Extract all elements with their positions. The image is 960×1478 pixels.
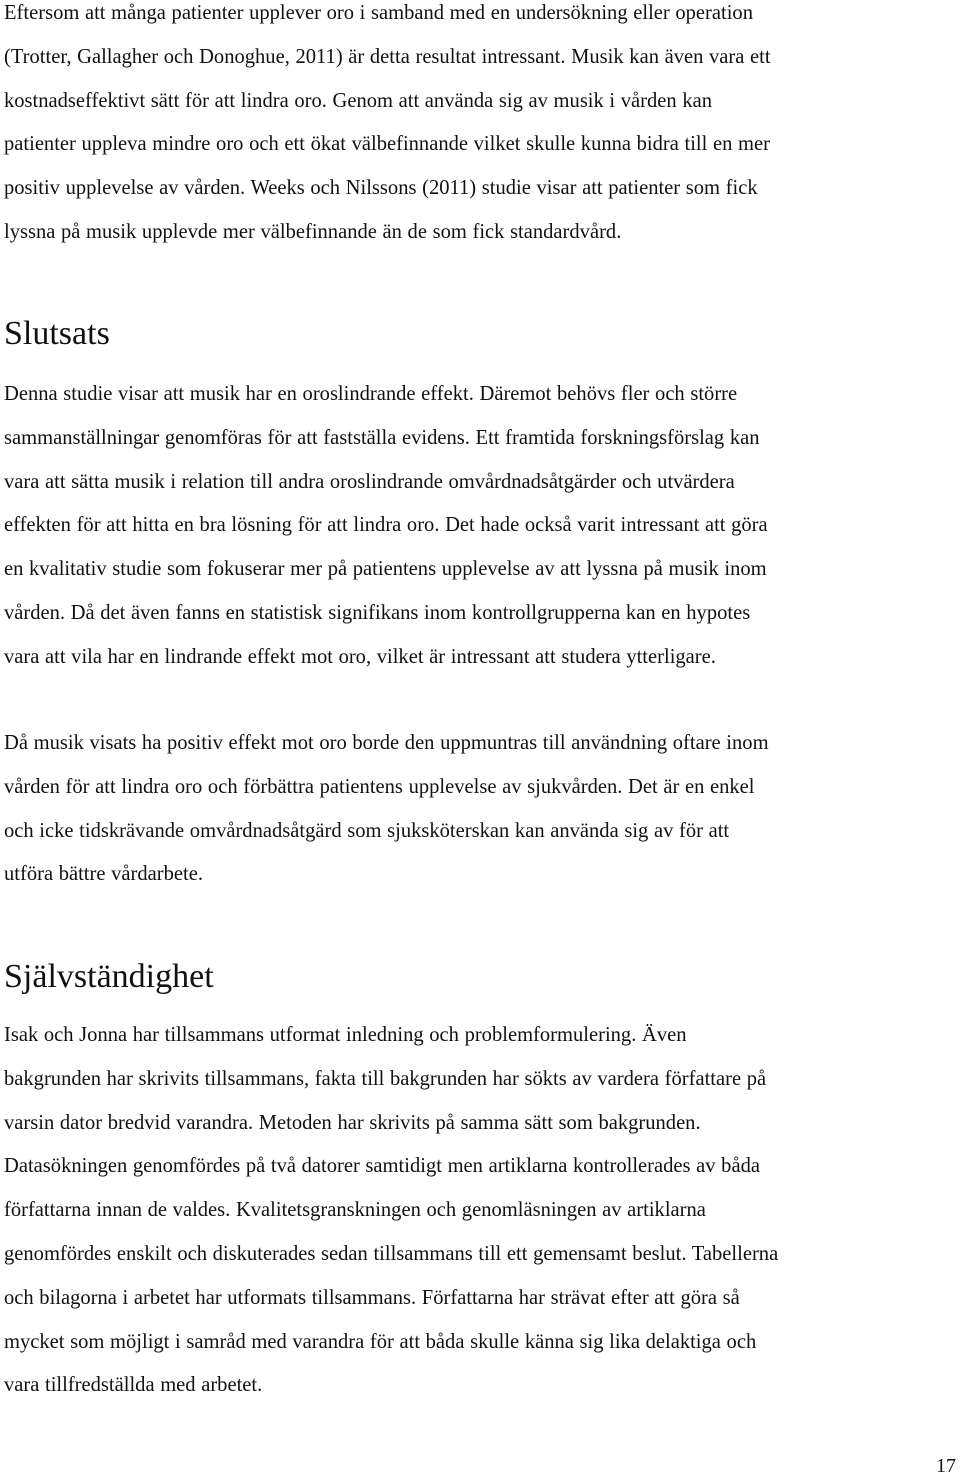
text-line: genomfördes enskilt och diskuterades sedan tillsammans till ett gemensamt beslut. Tabellerna — [4, 1242, 779, 1265]
text-line: Denna studie visar att musik har en oroslindrande effekt. Däremot behövs fler och större — [4, 383, 738, 405]
text-line: Då musik visats ha positiv effekt mot oro borde den uppmuntras till användning oftare inom — [4, 732, 769, 754]
slutsats-heading: Slutsats — [4, 315, 110, 352]
text-line: kostnadseffektivt sätt för att lindra oro. Genom att använda sig av musik i vården kan — [4, 89, 713, 112]
sjalvstandighet-heading: Självständighet — [4, 958, 214, 995]
text-line: vara tillfredställda med arbetet. — [4, 1374, 263, 1397]
text-line: vara att sätta musik i relation till andra oroslindrande omvårdnadsåtgärder och utvärdera — [4, 470, 735, 493]
page-number: 17 — [936, 1455, 956, 1477]
text-line: sammanställningar genomföras för att fastställa evidens. Ett framtida forskningsförslag kan — [4, 426, 760, 449]
text-line: vården för att lindra oro och förbättra patientens upplevelse av sjukvården. Det är en enkel — [4, 775, 755, 798]
text-line: Isak och Jonna har tillsammans utformat inledning och problemformulering. Även — [4, 1024, 687, 1046]
text-line: Eftersom att många patienter upplever oro i samband med en undersökning eller operation — [4, 2, 754, 24]
sjalvstandighet-paragraph — [4, 1014, 956, 1408]
text-line: vården. Då det även fanns en statistisk signifikans inom kontrollgrupperna kan en hypotes — [4, 601, 751, 624]
text-line: patienter uppleva mindre oro och ett ökat välbefinnande vilket skulle kunna bidra till en mer — [4, 133, 770, 156]
text-line: positiv upplevelse av vården. Weeks och Nilssons (2011) studie visar att patienter som fick — [4, 177, 758, 200]
text-line: lyssna på musik upplevde mer välbefinnande än de som fick standardvård. — [4, 220, 622, 243]
intro-paragraph — [4, 0, 956, 255]
text-line: författarna innan de valdes. Kvalitetsgranskningen och genomläsningen av artiklarna — [4, 1199, 706, 1222]
text-line: vara att vila har en lindrande effekt mot oro, vilket är intressant att studera ytterligare. — [4, 645, 716, 668]
text-line: utföra bättre vårdarbete. — [4, 863, 203, 886]
text-line: en kvalitativ studie som fokuserar mer på patientens upplevelse av att lyssna på musik inom — [4, 558, 767, 581]
text-line: mycket som möjligt i samråd med varandra för att båda skulle känna sig lika delaktiga och — [4, 1330, 757, 1353]
text-line: och icke tidskrävande omvårdnadsåtgärd som sjuksköterskan kan använda sig av för att — [4, 819, 730, 842]
text-line: varsin dator bredvid varandra. Metoden har skrivits på samma sätt som bakgrunden. — [4, 1111, 701, 1134]
text-line: och bilagorna i arbetet har utformats tillsammans. Författarna har strävat efter att göra så — [4, 1286, 740, 1309]
text-line: effekten för att hitta en bra lösning för att lindra oro. Det hade också varit intressant att göra — [4, 514, 768, 537]
slutsats-paragraph-1 — [4, 373, 956, 680]
text-line: bakgrunden har skrivits tillsammans, fakta till bakgrunden har sökts av vardera författare på — [4, 1067, 767, 1090]
slutsats-paragraph-2 — [4, 722, 956, 897]
text-line: Datasökningen genomfördes på två datorer samtidigt men artiklarna kontrollerades av båda — [4, 1155, 760, 1178]
text-line: (Trotter, Gallagher och Donoghue, 2011) är detta resultat intressant. Musik kan även vara ett — [4, 45, 771, 68]
